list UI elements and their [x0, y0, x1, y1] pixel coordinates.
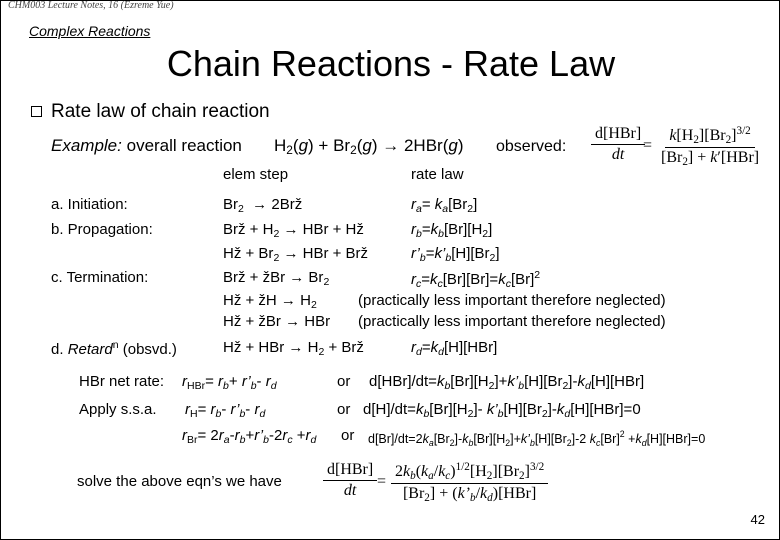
reaction-termination-2: Hž + žH → $H_2$ — [223, 292, 317, 311]
step-label-termination: c. Termination: — [51, 269, 149, 286]
example-label: Example: — [51, 136, 122, 155]
step-label-retardation: d. Retard$^n$ (obsvd.) — [51, 339, 177, 358]
slide-title: Chain Reactions - Rate Law — [166, 43, 616, 84]
bullet-square-icon — [31, 106, 42, 117]
col-header-step: elem step — [223, 166, 289, 183]
observed-lhs-fraction: d[HBr] dt — [591, 125, 645, 164]
final-lhs-fraction: d[HBr] dt — [323, 461, 377, 500]
rate-retardation: $r_d=k_d[H][HBr]$ — [411, 339, 498, 358]
net-rate-expr: $r_{HBr}= r_b+$ $r’_b-$ $r_d$ — [182, 373, 277, 392]
bullet-text: Rate law of chain reaction — [51, 101, 270, 122]
ssa-h-or: or — [337, 401, 351, 418]
rate-propagation-2: $r’_b=k’_b[H][Br_2]$ — [411, 245, 500, 264]
page-number: 42 — [750, 512, 765, 527]
reaction-termination-3: Hž + žBr → HBr — [223, 313, 331, 330]
reaction-retardation: Hž + HBr → $H_2$ + Brž — [223, 339, 364, 358]
observed-rhs-fraction: $k[H_2][Br_2]^{3/2}$ $[Br_2] + k'[HBr]$ — [661, 125, 760, 168]
rate-propagation-1: $r_b=k_b[Br][H_2]$ — [411, 221, 493, 240]
rate-termination-3-note: (practically less important therefore neglected) — [358, 313, 666, 330]
ssa-br-expr: $r_{Br}=$ $2r_a-r_b+r’_b-2r_c +r_d$ — [182, 427, 317, 446]
ssa-br-or: or — [341, 427, 355, 444]
rate-termination-1: $r_c=k_c[Br][Br]=k_c[Br]^2$ — [411, 269, 541, 290]
ssa-h-expanded: $d[H]/dt=k_b[Br][H_2]-$ $k’_b[H][Br_2]-k_d[H][HBr]=0$ — [363, 401, 641, 420]
ssa-br-expanded: $d[Br]/dt=2k_a[Br_2]-k_b[Br][H_2]+k’_b[H][Br_2]-2$ $k_c[Br]^2 +k_d[H][HBr]=0$ — [368, 429, 706, 448]
reaction-initiation: $Br_2$ → 2Brž — [223, 196, 303, 215]
reaction-propagation-1: Brž + $H_2$ → HBr + Hž — [223, 221, 364, 240]
reaction-propagation-2: Hž + $Br_2$ → HBr + Brž — [223, 245, 369, 264]
net-rate-or: or — [337, 373, 351, 390]
step-label-propagation: b. Propagation: — [51, 221, 153, 238]
col-header-rate: rate law — [411, 166, 464, 183]
ssa-label: Apply s.s.a. — [79, 401, 157, 418]
example-line — [51, 136, 242, 156]
ssa-h-expr: $r_H= r_b-$ $r’_b-$ $r_d$ — [185, 401, 266, 420]
final-rhs-fraction: $2k_b(k_a/k_c)^{1/2}[H_2][Br_2]^{3/2}$ $[Br_2]$ + $(k’_b/k_d)[HBr]$ — [391, 461, 548, 504]
rate-termination-2-note: (practically less important therefore neglected) — [358, 292, 666, 309]
lecture-header: CHM003 Lecture Notes, 16 (Ezreme Yue) — [8, 0, 174, 11]
slide: CHM003 Lecture Notes, 16 (Ezreme Yue) Complex Reactions Chain Reactions - Rate Law Rate law of chain reaction Example: overall reaction $H_2(g) + Br_2(g) \to 2HBr(g)$ observed: d[HBr] dt = $k[H_2][Br_2]^{3/2}$ $[Br_2] + k'[HBr]$ elem step rate law a. Initiation: b. Propagation: c. Termination: d. Retard$^n$ (obsvd.) $Br_2$ → 2Brž Brž + $H_2$ → HBr + Hž Hž + $Br_2$ → HBr + Brž Brž + žBr → $Br_2$ Hž + žH → $H_2$ Hž + žBr → HBr Hž + HBr → $H_2$ + Brž $r_a= k_a[Br_2]$ $r_b=k_b[Br][H_2]$ $r’_b=k’_b[H][Br_2]$ $r_c=k_c[Br][Br]=k_c[Br]^2$ (practically less important therefore neglected) (practically less important therefore neglected) $r_d=k_d[H][HBr]$ HBr net rate: $r_{HBr}= r_b+$ $r’_b-$ $r_d$ or $d[HBr]/dt=k_b[Br][H_2]+k’_b[H][Br_2]-k_d[H][HBr]$ Apply s.s.a. $r_H= r_b-$ $r’_b-$ $r_d$ or $d[H]/dt=k_b[Br][H_2]-$ $k’_b[H][Br_2]-k_d[H][HBr]=0$ $r_{Br}=$ $2r_a-r_b+r’_b-2r_c +r_d$ or $d[Br]/dt=2k_a[Br_2]-k_b[Br][H_2]+k’_b[H][Br_2]-2$ $k_c[Br]^2 +k_d[H][HBr]=0$ solve the above eqn’s we have d[HBr] dt = $2k_b(k_a/k_c)^{1/2}[H_2][Br_2]^{3/2}$ $[Br_2]$ + $(k’_b/k_d)[HBr]$ 42 — [0, 0, 780, 540]
step-label-initiation: a. Initiation: — [51, 196, 128, 213]
net-rate-expanded: $d[HBr]/dt=k_b[Br][H_2]+k’_b[H][Br_2]-k_d[H][HBr]$ — [369, 373, 645, 392]
net-rate-label: HBr net rate: — [79, 373, 165, 390]
rate-initiation: $r_a= k_a[Br_2]$ — [411, 196, 478, 215]
overall-reaction: $H_2(g) + Br_2(g) \to 2HBr(g)$ — [274, 136, 464, 157]
reaction-termination-1: Brž + žBr → $Br_2$ — [223, 269, 330, 288]
observed-label: observed: — [496, 138, 567, 155]
solve-text: solve the above eqn’s we have — [77, 473, 282, 490]
section-title: Complex Reactions — [29, 23, 151, 39]
example-text: overall reaction — [126, 136, 242, 155]
